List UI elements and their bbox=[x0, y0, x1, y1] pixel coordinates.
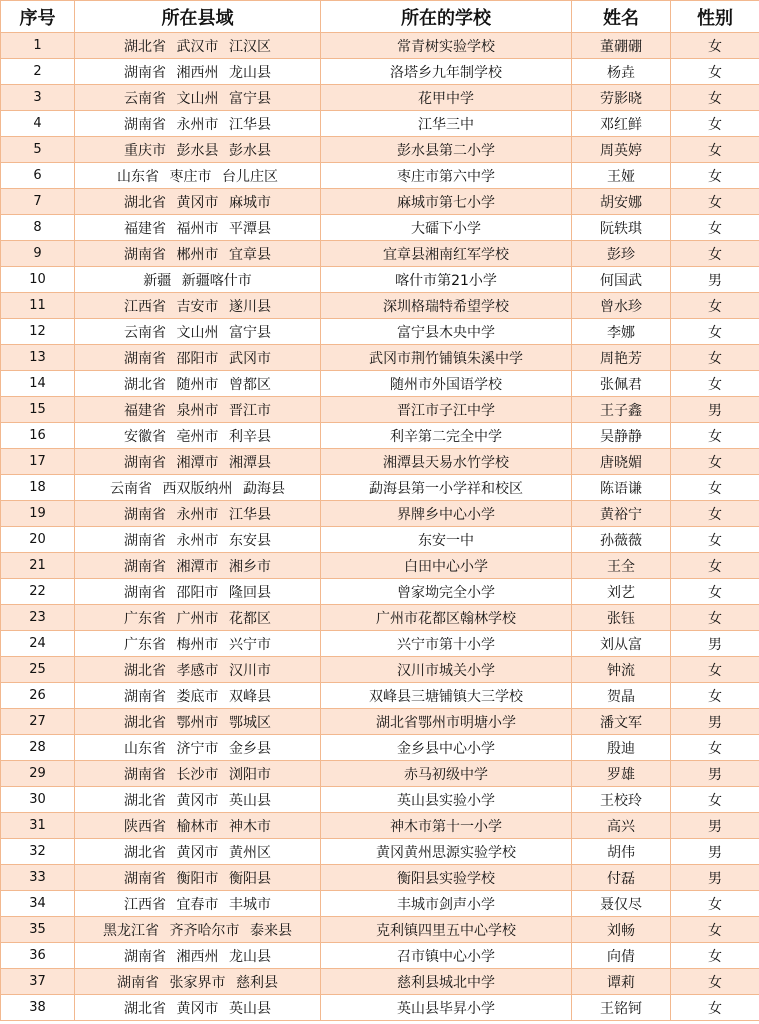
cell-name: 高兴 bbox=[572, 813, 671, 839]
cell-school: 曾家坳完全小学 bbox=[321, 579, 572, 605]
cell-school: 利辛第二完全中学 bbox=[321, 423, 572, 449]
table-row bbox=[1, 423, 759, 449]
table-row bbox=[1, 605, 759, 631]
cell-gender: 女 bbox=[671, 657, 759, 683]
cell-name: 何国武 bbox=[572, 267, 671, 293]
cell-county: 山东省 枣庄市 台儿庄区 bbox=[75, 163, 321, 189]
cell-name: 刘畅 bbox=[572, 917, 671, 943]
table-row bbox=[1, 345, 759, 371]
cell-number: 29 bbox=[1, 761, 75, 787]
cell-number: 6 bbox=[1, 163, 75, 189]
cell-name: 殷迪 bbox=[572, 735, 671, 761]
cell-school: 汉川市城关小学 bbox=[321, 657, 572, 683]
cell-number: 28 bbox=[1, 735, 75, 761]
cell-gender: 女 bbox=[671, 137, 759, 163]
cell-county: 湖南省 永州市 江华县 bbox=[75, 501, 321, 527]
cell-county: 新疆 新疆喀什市 bbox=[75, 267, 321, 293]
cell-name: 劳影晓 bbox=[572, 85, 671, 111]
cell-gender: 男 bbox=[671, 397, 759, 423]
cell-number: 17 bbox=[1, 449, 75, 475]
cell-name: 黄裕宁 bbox=[572, 501, 671, 527]
cell-gender: 女 bbox=[671, 579, 759, 605]
cell-county: 山东省 济宁市 金乡县 bbox=[75, 735, 321, 761]
cell-county: 湖南省 娄底市 双峰县 bbox=[75, 683, 321, 709]
cell-name: 罗雄 bbox=[572, 761, 671, 787]
cell-school: 湖北省鄂州市明塘小学 bbox=[321, 709, 572, 735]
table-row bbox=[1, 85, 759, 111]
cell-gender: 女 bbox=[671, 111, 759, 137]
cell-gender: 女 bbox=[671, 995, 759, 1021]
cell-number: 2 bbox=[1, 59, 75, 85]
header-name: 姓名 bbox=[572, 1, 671, 33]
header-gender: 性别 bbox=[671, 1, 759, 33]
cell-number: 10 bbox=[1, 267, 75, 293]
header-school: 所在的学校 bbox=[321, 1, 572, 33]
cell-school: 兴宁市第十小学 bbox=[321, 631, 572, 657]
table-row bbox=[1, 33, 759, 59]
cell-number: 9 bbox=[1, 241, 75, 267]
cell-name: 付磊 bbox=[572, 865, 671, 891]
cell-gender: 女 bbox=[671, 59, 759, 85]
table-row bbox=[1, 839, 759, 865]
cell-school: 克利镇四里五中心学校 bbox=[321, 917, 572, 943]
table-row bbox=[1, 527, 759, 553]
table-row bbox=[1, 371, 759, 397]
cell-name: 李娜 bbox=[572, 319, 671, 345]
cell-school: 湘潭县天易水竹学校 bbox=[321, 449, 572, 475]
cell-school: 喀什市第21小学 bbox=[321, 267, 572, 293]
cell-name: 胡伟 bbox=[572, 839, 671, 865]
table-row bbox=[1, 657, 759, 683]
table-row bbox=[1, 813, 759, 839]
cell-county: 湖北省 武汉市 江汉区 bbox=[75, 33, 321, 59]
cell-county: 云南省 文山州 富宁县 bbox=[75, 85, 321, 111]
cell-number: 1 bbox=[1, 33, 75, 59]
cell-number: 33 bbox=[1, 865, 75, 891]
cell-gender: 女 bbox=[671, 553, 759, 579]
cell-gender: 女 bbox=[671, 319, 759, 345]
cell-name: 唐晓媚 bbox=[572, 449, 671, 475]
cell-county: 江西省 宜春市 丰城市 bbox=[75, 891, 321, 917]
cell-number: 25 bbox=[1, 657, 75, 683]
table-row bbox=[1, 579, 759, 605]
cell-name: 曾水珍 bbox=[572, 293, 671, 319]
cell-county: 湖南省 郴州市 宜章县 bbox=[75, 241, 321, 267]
cell-county: 云南省 文山州 富宁县 bbox=[75, 319, 321, 345]
table-row bbox=[1, 865, 759, 891]
cell-gender: 女 bbox=[671, 891, 759, 917]
cell-name: 杨垚 bbox=[572, 59, 671, 85]
cell-school: 常青树实验学校 bbox=[321, 33, 572, 59]
table-row bbox=[1, 761, 759, 787]
cell-county: 福建省 福州市 平潭县 bbox=[75, 215, 321, 241]
cell-gender: 男 bbox=[671, 865, 759, 891]
cell-gender: 女 bbox=[671, 917, 759, 943]
cell-name: 王全 bbox=[572, 553, 671, 579]
cell-number: 27 bbox=[1, 709, 75, 735]
table-row bbox=[1, 475, 759, 501]
cell-name: 孙薇薇 bbox=[572, 527, 671, 553]
table-row bbox=[1, 319, 759, 345]
cell-school: 江华三中 bbox=[321, 111, 572, 137]
cell-gender: 女 bbox=[671, 449, 759, 475]
header-row bbox=[1, 1, 759, 33]
table-row bbox=[1, 995, 759, 1021]
cell-number: 26 bbox=[1, 683, 75, 709]
cell-county: 陕西省 榆林市 神木市 bbox=[75, 813, 321, 839]
cell-school: 枣庄市第六中学 bbox=[321, 163, 572, 189]
cell-gender: 男 bbox=[671, 761, 759, 787]
table-row bbox=[1, 553, 759, 579]
cell-number: 38 bbox=[1, 995, 75, 1021]
cell-number: 19 bbox=[1, 501, 75, 527]
table-row bbox=[1, 111, 759, 137]
cell-gender: 女 bbox=[671, 345, 759, 371]
cell-school: 麻城市第七小学 bbox=[321, 189, 572, 215]
table-row bbox=[1, 267, 759, 293]
cell-number: 31 bbox=[1, 813, 75, 839]
cell-gender: 女 bbox=[671, 475, 759, 501]
cell-gender: 男 bbox=[671, 267, 759, 293]
cell-number: 37 bbox=[1, 969, 75, 995]
cell-number: 11 bbox=[1, 293, 75, 319]
table-row bbox=[1, 917, 759, 943]
cell-name: 彭珍 bbox=[572, 241, 671, 267]
cell-gender: 男 bbox=[671, 631, 759, 657]
cell-gender: 女 bbox=[671, 293, 759, 319]
table-row bbox=[1, 397, 759, 423]
cell-number: 20 bbox=[1, 527, 75, 553]
cell-county: 湖南省 永州市 东安县 bbox=[75, 527, 321, 553]
cell-gender: 男 bbox=[671, 709, 759, 735]
cell-school: 衡阳县实验学校 bbox=[321, 865, 572, 891]
cell-school: 晋江市子江中学 bbox=[321, 397, 572, 423]
cell-county: 湖北省 鄂州市 鄂城区 bbox=[75, 709, 321, 735]
cell-number: 4 bbox=[1, 111, 75, 137]
cell-gender: 女 bbox=[671, 371, 759, 397]
cell-number: 7 bbox=[1, 189, 75, 215]
cell-gender: 女 bbox=[671, 969, 759, 995]
table-row bbox=[1, 631, 759, 657]
cell-school: 英山县实验小学 bbox=[321, 787, 572, 813]
cell-school: 富宁县木央中学 bbox=[321, 319, 572, 345]
header-number: 序号 bbox=[1, 1, 75, 33]
cell-county: 云南省 西双版纳州 勐海县 bbox=[75, 475, 321, 501]
cell-gender: 女 bbox=[671, 215, 759, 241]
cell-county: 湖南省 长沙市 浏阳市 bbox=[75, 761, 321, 787]
cell-gender: 女 bbox=[671, 241, 759, 267]
header-county: 所在县域 bbox=[75, 1, 321, 33]
cell-number: 13 bbox=[1, 345, 75, 371]
table-row bbox=[1, 215, 759, 241]
table-row bbox=[1, 735, 759, 761]
cell-number: 15 bbox=[1, 397, 75, 423]
cell-number: 12 bbox=[1, 319, 75, 345]
cell-county: 安徽省 亳州市 利辛县 bbox=[75, 423, 321, 449]
cell-number: 32 bbox=[1, 839, 75, 865]
cell-name: 吴静静 bbox=[572, 423, 671, 449]
cell-county: 湖南省 永州市 江华县 bbox=[75, 111, 321, 137]
cell-school: 黄冈黄州思源实验学校 bbox=[321, 839, 572, 865]
cell-number: 18 bbox=[1, 475, 75, 501]
cell-county: 湖北省 孝感市 汉川市 bbox=[75, 657, 321, 683]
cell-name: 贺晶 bbox=[572, 683, 671, 709]
cell-gender: 女 bbox=[671, 527, 759, 553]
cell-county: 湖北省 黄冈市 黄州区 bbox=[75, 839, 321, 865]
cell-gender: 男 bbox=[671, 813, 759, 839]
cell-school: 神木市第十一小学 bbox=[321, 813, 572, 839]
cell-school: 召市镇中心小学 bbox=[321, 943, 572, 969]
cell-gender: 女 bbox=[671, 33, 759, 59]
cell-county: 湖南省 衡阳市 衡阳县 bbox=[75, 865, 321, 891]
cell-gender: 女 bbox=[671, 735, 759, 761]
cell-number: 8 bbox=[1, 215, 75, 241]
cell-county: 江西省 吉安市 遂川县 bbox=[75, 293, 321, 319]
cell-number: 24 bbox=[1, 631, 75, 657]
cell-name: 王子鑫 bbox=[572, 397, 671, 423]
cell-number: 22 bbox=[1, 579, 75, 605]
cell-school: 慈利县城北中学 bbox=[321, 969, 572, 995]
cell-school: 英山县毕昇小学 bbox=[321, 995, 572, 1021]
cell-gender: 女 bbox=[671, 943, 759, 969]
cell-school: 金乡县中心小学 bbox=[321, 735, 572, 761]
cell-number: 14 bbox=[1, 371, 75, 397]
cell-school: 宜章县湘南红军学校 bbox=[321, 241, 572, 267]
cell-gender: 女 bbox=[671, 189, 759, 215]
cell-name: 刘艺 bbox=[572, 579, 671, 605]
cell-school: 双峰县三塘铺镇大三学校 bbox=[321, 683, 572, 709]
cell-gender: 女 bbox=[671, 85, 759, 111]
cell-number: 5 bbox=[1, 137, 75, 163]
table-row bbox=[1, 293, 759, 319]
cell-school: 丰城市剑声小学 bbox=[321, 891, 572, 917]
cell-school: 广州市花都区翰林学校 bbox=[321, 605, 572, 631]
cell-county: 福建省 泉州市 晋江市 bbox=[75, 397, 321, 423]
cell-name: 张佩君 bbox=[572, 371, 671, 397]
table-row bbox=[1, 163, 759, 189]
table-body bbox=[1, 33, 759, 1021]
cell-school: 白田中心小学 bbox=[321, 553, 572, 579]
cell-school: 赤马初级中学 bbox=[321, 761, 572, 787]
cell-county: 湖南省 湘西州 龙山县 bbox=[75, 59, 321, 85]
cell-number: 23 bbox=[1, 605, 75, 631]
cell-school: 勐海县第一小学祥和校区 bbox=[321, 475, 572, 501]
cell-school: 洛塔乡九年制学校 bbox=[321, 59, 572, 85]
cell-gender: 女 bbox=[671, 423, 759, 449]
cell-county: 湖南省 湘潭市 湘乡市 bbox=[75, 553, 321, 579]
cell-number: 35 bbox=[1, 917, 75, 943]
cell-number: 3 bbox=[1, 85, 75, 111]
cell-county: 广东省 梅州市 兴宁市 bbox=[75, 631, 321, 657]
cell-gender: 女 bbox=[671, 163, 759, 189]
cell-school: 彭水县第二小学 bbox=[321, 137, 572, 163]
cell-school: 界牌乡中心小学 bbox=[321, 501, 572, 527]
cell-number: 21 bbox=[1, 553, 75, 579]
cell-school: 花甲中学 bbox=[321, 85, 572, 111]
cell-name: 刘从富 bbox=[572, 631, 671, 657]
cell-name: 谭莉 bbox=[572, 969, 671, 995]
cell-county: 湖南省 湘西州 龙山县 bbox=[75, 943, 321, 969]
cell-county: 广东省 广州市 花都区 bbox=[75, 605, 321, 631]
cell-school: 大礌下小学 bbox=[321, 215, 572, 241]
cell-school: 武冈市荆竹铺镇朱溪中学 bbox=[321, 345, 572, 371]
table-row bbox=[1, 683, 759, 709]
cell-county: 湖南省 邵阳市 武冈市 bbox=[75, 345, 321, 371]
cell-gender: 女 bbox=[671, 501, 759, 527]
cell-name: 胡安娜 bbox=[572, 189, 671, 215]
table-row bbox=[1, 709, 759, 735]
table-row bbox=[1, 189, 759, 215]
cell-county: 湖南省 邵阳市 隆回县 bbox=[75, 579, 321, 605]
cell-county: 重庆市 彭水县 彭水县 bbox=[75, 137, 321, 163]
cell-number: 36 bbox=[1, 943, 75, 969]
cell-county: 湖北省 黄冈市 英山县 bbox=[75, 995, 321, 1021]
table-row bbox=[1, 449, 759, 475]
cell-name: 陈语谦 bbox=[572, 475, 671, 501]
cell-county: 湖北省 随州市 曾都区 bbox=[75, 371, 321, 397]
table-row bbox=[1, 501, 759, 527]
cell-name: 阮轶琪 bbox=[572, 215, 671, 241]
cell-gender: 女 bbox=[671, 605, 759, 631]
cell-name: 张钰 bbox=[572, 605, 671, 631]
table-row bbox=[1, 241, 759, 267]
cell-number: 16 bbox=[1, 423, 75, 449]
cell-name: 潘文军 bbox=[572, 709, 671, 735]
cell-gender: 男 bbox=[671, 839, 759, 865]
cell-gender: 女 bbox=[671, 683, 759, 709]
cell-school: 东安一中 bbox=[321, 527, 572, 553]
table-row bbox=[1, 943, 759, 969]
cell-number: 30 bbox=[1, 787, 75, 813]
cell-name: 钟流 bbox=[572, 657, 671, 683]
cell-name: 王娅 bbox=[572, 163, 671, 189]
table-row bbox=[1, 969, 759, 995]
cell-name: 周英婷 bbox=[572, 137, 671, 163]
cell-name: 向倩 bbox=[572, 943, 671, 969]
table-row bbox=[1, 137, 759, 163]
table-header bbox=[1, 1, 759, 33]
cell-gender: 女 bbox=[671, 787, 759, 813]
table-row bbox=[1, 59, 759, 85]
cell-county: 湖南省 张家界市 慈利县 bbox=[75, 969, 321, 995]
cell-school: 随州市外国语学校 bbox=[321, 371, 572, 397]
table-row bbox=[1, 787, 759, 813]
cell-name: 周艳芳 bbox=[572, 345, 671, 371]
cell-number: 34 bbox=[1, 891, 75, 917]
cell-county: 黑龙江省 齐齐哈尔市 泰来县 bbox=[75, 917, 321, 943]
cell-county: 湖南省 湘潭市 湘潭县 bbox=[75, 449, 321, 475]
cell-county: 湖北省 黄冈市 麻城市 bbox=[75, 189, 321, 215]
cell-name: 王铭钶 bbox=[572, 995, 671, 1021]
cell-county: 湖北省 黄冈市 英山县 bbox=[75, 787, 321, 813]
table-row bbox=[1, 891, 759, 917]
cell-name: 董硼硼 bbox=[572, 33, 671, 59]
cell-name: 邓红鲜 bbox=[572, 111, 671, 137]
cell-name: 聂仅尽 bbox=[572, 891, 671, 917]
cell-school: 深圳格瑞特希望学校 bbox=[321, 293, 572, 319]
cell-name: 王校玲 bbox=[572, 787, 671, 813]
